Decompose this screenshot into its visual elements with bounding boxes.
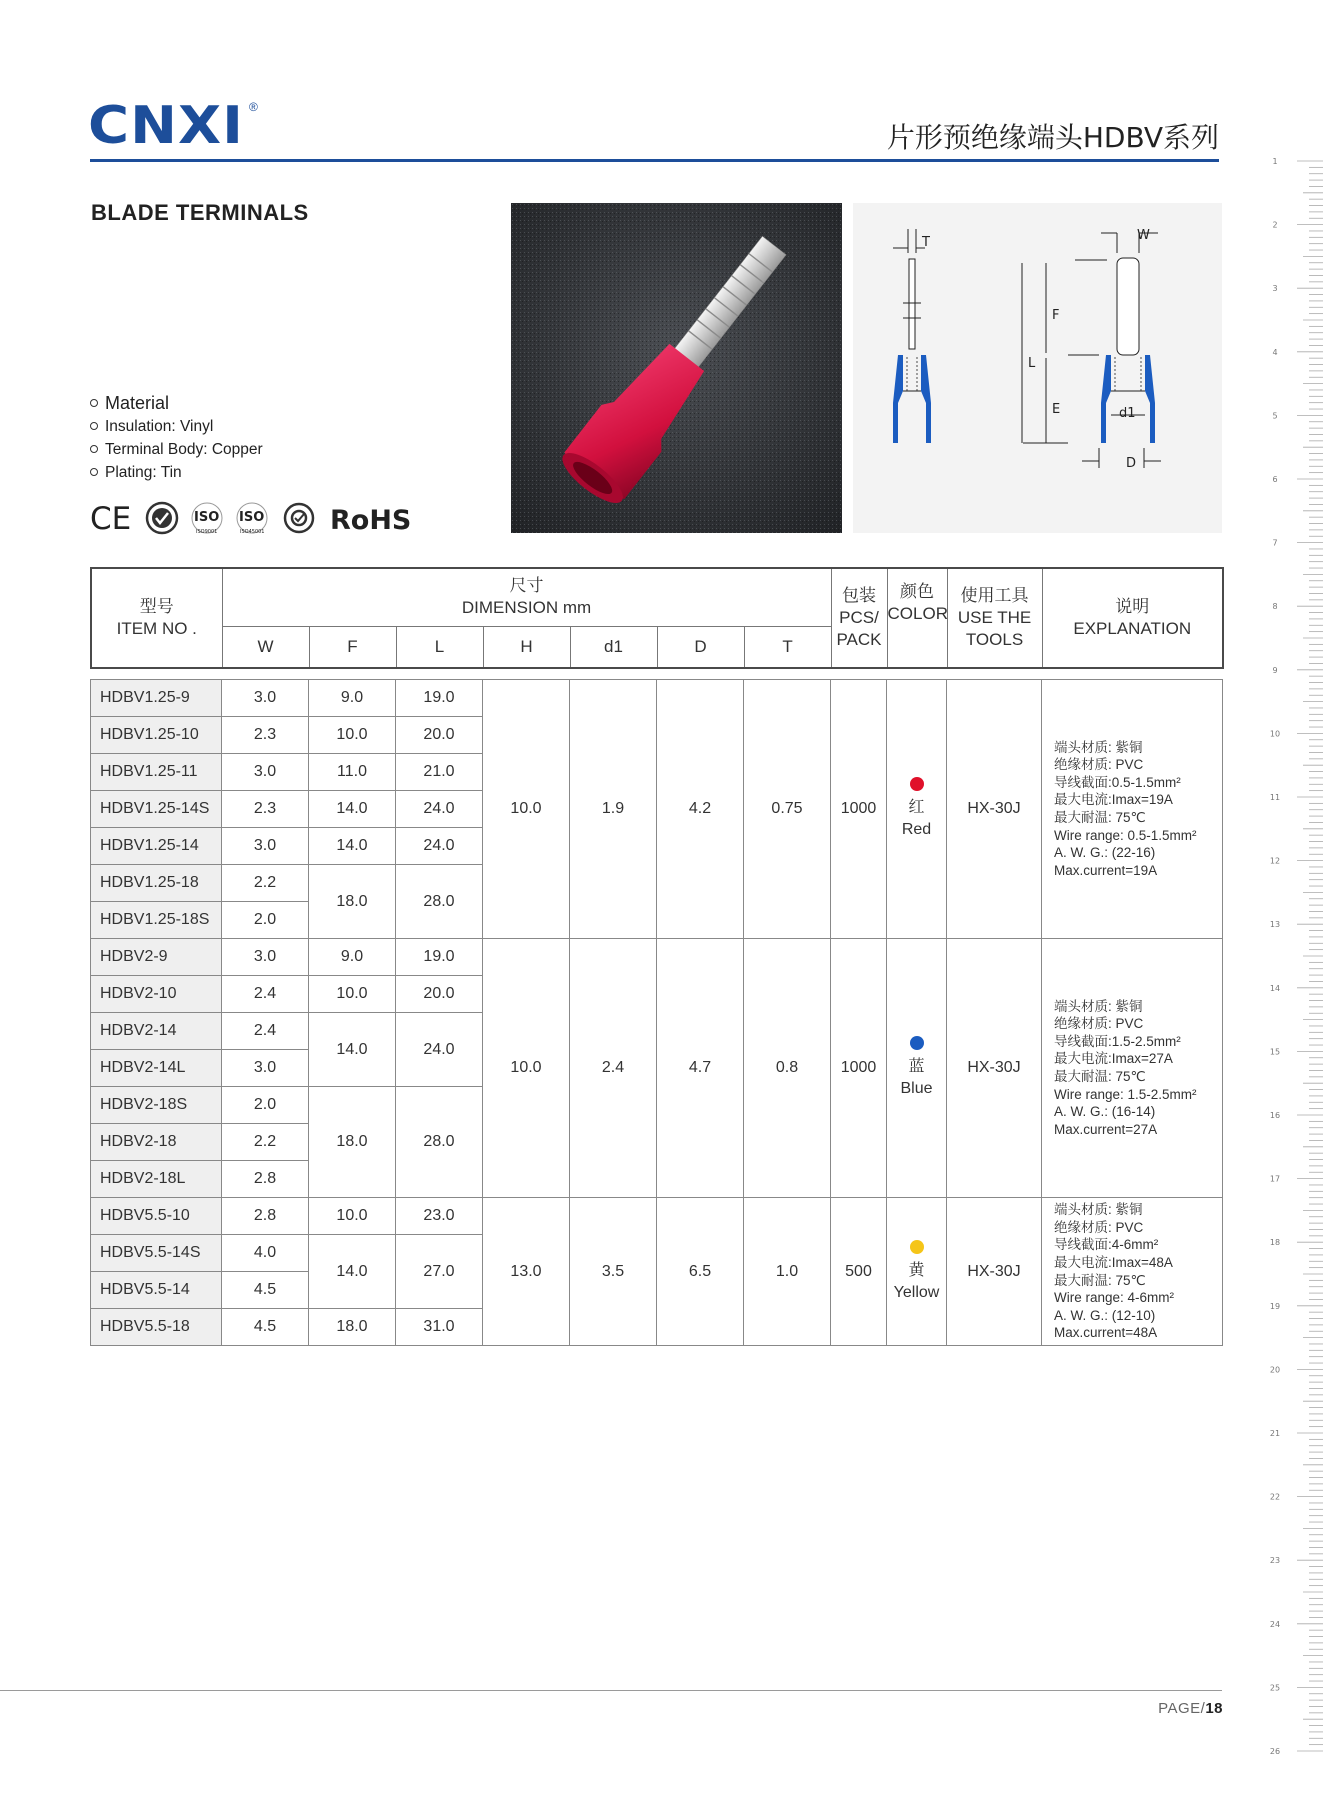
f-cell: 9.0 — [309, 680, 396, 717]
expl-line: 最大电流:Imax=48A — [1054, 1254, 1173, 1270]
header-pack-1: 包装 — [842, 585, 877, 605]
ruler-number: 9 — [1272, 665, 1278, 675]
l-cell: 20.0 — [396, 717, 483, 754]
bullet-icon — [90, 422, 98, 430]
color-dot-icon — [910, 1240, 924, 1254]
w-cell: 2.4 — [222, 1013, 309, 1050]
registered-mark: ® — [249, 100, 258, 114]
ruler-number: 5 — [1272, 411, 1278, 421]
w-cell: 2.8 — [222, 1198, 309, 1235]
table-row — [91, 680, 1223, 717]
expl-line: 端头材质: 紫铜 — [1054, 1202, 1143, 1218]
ruler-number: 2 — [1272, 220, 1278, 230]
w-cell: 2.4 — [222, 976, 309, 1013]
expl-line: 端头材质: 紫铜 — [1054, 739, 1143, 755]
color-cell — [887, 939, 947, 1198]
expl-line: 绝缘材质: PVC — [1054, 757, 1144, 773]
ruler-number: 1 — [1272, 157, 1278, 166]
header-item-no — [91, 568, 222, 668]
header-color-en: COLOR — [887, 604, 948, 624]
ruler-number: 16 — [1269, 1111, 1281, 1120]
t-cell: 0.75 — [744, 680, 831, 939]
page-number — [1158, 1700, 1223, 1717]
quality-check-icon — [147, 503, 177, 533]
page-label: PAGE/ — [1158, 1700, 1206, 1717]
label-w: W — [1137, 228, 1150, 243]
w-cell: 2.2 — [222, 1124, 309, 1161]
l-cell: 27.0 — [396, 1235, 483, 1309]
l-cell: 20.0 — [396, 976, 483, 1013]
item-cell: HDBV1.25-18S — [91, 902, 222, 939]
h-cell: 13.0 — [483, 1198, 570, 1346]
header-col-f: F — [309, 626, 396, 668]
w-cell: 3.0 — [222, 1050, 309, 1087]
color-cell — [887, 680, 947, 939]
l-cell: 24.0 — [396, 791, 483, 828]
expl-line: 导线截面:1.5-2.5mm² — [1054, 1033, 1181, 1049]
expl-line: 最大电流:Imax=27A — [1054, 1051, 1173, 1067]
header-dimension-cn: 尺寸 — [509, 576, 544, 596]
bullet-icon — [90, 399, 98, 407]
item-cell: HDBV2-18S — [91, 1087, 222, 1124]
ruler-number: 18 — [1269, 1238, 1281, 1248]
ruler-number: 14 — [1269, 983, 1281, 993]
color-cell — [887, 1198, 947, 1346]
l-cell: 21.0 — [396, 754, 483, 791]
item-cell: HDBV1.25-18 — [91, 865, 222, 902]
bullet-icon — [90, 445, 98, 453]
expl-line: A. W. G.: (22-16) — [1054, 845, 1156, 861]
w-cell: 2.3 — [222, 791, 309, 828]
f-cell: 10.0 — [309, 717, 396, 754]
w-cell: 2.0 — [222, 1087, 309, 1124]
f-cell: 18.0 — [309, 865, 396, 939]
item-cell: HDBV2-9 — [91, 939, 222, 976]
ruler-number: 24 — [1269, 1619, 1281, 1629]
section-title: BLADE TERMINALS — [91, 200, 309, 225]
ruler-number: 6 — [1272, 475, 1278, 484]
t-cell: 1.0 — [744, 1198, 831, 1346]
tool-cell: HX-30J — [947, 680, 1042, 939]
brand-logo: CNXI — [88, 96, 244, 156]
ruler-number: 15 — [1269, 1047, 1281, 1057]
header-color — [887, 568, 947, 668]
header-pack-3: PACK — [836, 630, 882, 650]
expl-line: Wire range: 1.5-2.5mm² — [1054, 1086, 1197, 1102]
label-t: T — [922, 235, 930, 250]
f-cell: 18.0 — [309, 1087, 396, 1198]
f-cell: 14.0 — [309, 1013, 396, 1087]
color-en: Red — [901, 821, 932, 838]
d-cell: 4.2 — [657, 680, 744, 939]
footer-divider — [0, 1690, 1222, 1691]
side-ruler — [1264, 150, 1323, 1756]
material-item — [90, 418, 213, 436]
l-cell: 23.0 — [396, 1198, 483, 1235]
table-row — [91, 939, 1223, 976]
expl-line: 导线截面:4-6mm² — [1054, 1237, 1159, 1253]
material-heading — [90, 393, 169, 414]
label-l: L — [1028, 356, 1036, 371]
item-cell: HDBV5.5-18 — [91, 1309, 222, 1346]
table-row — [91, 1198, 1223, 1235]
header-tools — [947, 568, 1042, 668]
pack-cell: 500 — [831, 1198, 887, 1346]
f-cell: 14.0 — [309, 1235, 396, 1309]
product-photo — [511, 203, 842, 533]
color-cn: 蓝 — [908, 1058, 925, 1076]
pack-cell: 1000 — [831, 939, 887, 1198]
expl-line: 最大耐温: 75℃ — [1054, 810, 1146, 825]
w-cell: 4.0 — [222, 1235, 309, 1272]
bullet-icon — [90, 468, 98, 476]
explanation-cell — [1042, 1198, 1223, 1346]
material-heading-text: Material — [105, 393, 170, 413]
f-cell: 9.0 — [309, 939, 396, 976]
rohs-mark: RoHS — [330, 505, 412, 536]
ruler-number: 20 — [1269, 1365, 1281, 1375]
header-col-d1: d1 — [570, 626, 657, 668]
page-title: 片形预绝缘端头HDBV系列 — [886, 121, 1219, 154]
expl-line: 导线截面:0.5-1.5mm² — [1054, 774, 1181, 790]
color-dot-icon — [910, 1036, 924, 1050]
header-col-d: D — [657, 626, 744, 668]
label-d1: d1 — [1119, 406, 1136, 421]
expl-line: A. W. G.: (16-14) — [1054, 1104, 1156, 1120]
tool-cell: HX-30J — [947, 939, 1042, 1198]
material-insulation: Insulation: Vinyl — [105, 418, 214, 435]
l-cell: 28.0 — [396, 865, 483, 939]
page-number-value: 18 — [1205, 1700, 1223, 1717]
color-en: Yellow — [893, 1283, 940, 1301]
expl-line: Max.current=48A — [1054, 1325, 1158, 1341]
f-cell: 14.0 — [309, 828, 396, 865]
header-color-cn: 颜色 — [900, 582, 935, 601]
w-cell: 4.5 — [222, 1309, 309, 1346]
header-col-l: L — [396, 626, 483, 668]
expl-line: 绝缘材质: PVC — [1054, 1219, 1144, 1235]
expl-line: 最大耐温: 75℃ — [1054, 1272, 1146, 1288]
color-cn: 红 — [908, 799, 925, 817]
ruler-number: 8 — [1272, 602, 1278, 612]
tool-cell: HX-30J — [947, 1198, 1042, 1346]
header-tools-cn: 使用工具 — [960, 585, 1029, 605]
spec-table — [90, 679, 1223, 1346]
expl-line: A. W. G.: (12-10) — [1054, 1307, 1156, 1323]
table-header — [90, 567, 1224, 669]
item-cell: HDBV5.5-14 — [91, 1272, 222, 1309]
ruler-number: 12 — [1269, 856, 1281, 866]
explanation-cell — [1042, 939, 1223, 1198]
pack-cell: 1000 — [831, 680, 887, 939]
w-cell: 3.0 — [222, 939, 309, 976]
label-d: D — [1126, 456, 1137, 471]
material-item — [90, 441, 263, 459]
expl-line: 端头材质: 紫铜 — [1054, 998, 1143, 1014]
expl-line: Wire range: 0.5-1.5mm² — [1054, 827, 1197, 843]
ruler-svg — [1264, 150, 1323, 1756]
l-cell: 24.0 — [396, 1013, 483, 1087]
header-tools-en-1: USE THE — [957, 607, 1032, 627]
expl-line: 最大电流:Imax=19A — [1054, 792, 1173, 808]
iso-sub-text: ISO9001 — [196, 529, 218, 535]
header-pack — [831, 568, 887, 668]
item-cell: HDBV1.25-11 — [91, 754, 222, 791]
ruler-number: 3 — [1272, 284, 1278, 294]
f-cell: 10.0 — [309, 976, 396, 1013]
color-dot-icon — [910, 777, 924, 791]
ruler-number: 23 — [1269, 1556, 1281, 1566]
expl-line: Max.current=27A — [1054, 1121, 1158, 1137]
d1-cell: 3.5 — [570, 1198, 657, 1346]
expl-line: 绝缘材质: PVC — [1054, 1016, 1144, 1032]
ruler-number: 11 — [1269, 793, 1281, 802]
l-cell: 19.0 — [396, 939, 483, 976]
header-dimension-en: DIMENSION mm — [461, 598, 592, 618]
iso45001-icon — [237, 503, 267, 535]
item-cell: HDBV2-10 — [91, 976, 222, 1013]
f-cell: 14.0 — [309, 791, 396, 828]
d-cell: 4.7 — [657, 939, 744, 1198]
d1-cell: 1.9 — [570, 680, 657, 939]
ruler-number: 26 — [1269, 1747, 1281, 1756]
item-cell: HDBV5.5-14S — [91, 1235, 222, 1272]
item-cell: HDBV1.25-14S — [91, 791, 222, 828]
item-cell: HDBV2-14L — [91, 1050, 222, 1087]
expl-line: 最大耐温: 75℃ — [1054, 1069, 1146, 1084]
header-item-cn: 型号 — [139, 596, 174, 616]
item-cell: HDBV2-18L — [91, 1161, 222, 1198]
ruler-number: 17 — [1269, 1174, 1281, 1184]
l-cell: 31.0 — [396, 1309, 483, 1346]
header-col-t: T — [744, 626, 831, 668]
expl-line: Max.current=19A — [1054, 862, 1158, 878]
color-en: Blue — [900, 1080, 933, 1097]
ruler-number: 25 — [1269, 1683, 1281, 1693]
label-f: F — [1052, 308, 1060, 323]
w-cell: 2.0 — [222, 902, 309, 939]
iso-text: ISO — [194, 510, 220, 525]
w-cell: 2.8 — [222, 1161, 309, 1198]
material-plating: Plating: Tin — [105, 464, 182, 481]
item-cell: HDBV1.25-10 — [91, 717, 222, 754]
header-explanation — [1042, 568, 1223, 668]
l-cell: 28.0 — [396, 1087, 483, 1198]
item-cell: HDBV2-18 — [91, 1124, 222, 1161]
item-cell: HDBV2-14 — [91, 1013, 222, 1050]
l-cell: 24.0 — [396, 828, 483, 865]
label-e: E — [1052, 402, 1061, 417]
header-col-h: H — [483, 626, 570, 668]
w-cell: 2.3 — [222, 717, 309, 754]
dimension-diagram — [853, 203, 1222, 533]
item-cell: HDBV5.5-10 — [91, 1198, 222, 1235]
header-expl-en: EXPLANATION — [1073, 619, 1192, 638]
f-cell: 11.0 — [309, 754, 396, 791]
header-pack-2: PCS/ — [839, 607, 879, 627]
header-dimension — [222, 568, 831, 626]
material-item — [90, 464, 182, 482]
w-cell: 4.5 — [222, 1272, 309, 1309]
certification-logos — [90, 500, 420, 536]
header-divider — [90, 159, 1219, 162]
explanation-cell — [1042, 680, 1223, 939]
h-cell: 10.0 — [483, 939, 570, 1198]
ruler-number: 19 — [1269, 1301, 1281, 1311]
d1-cell: 2.4 — [570, 939, 657, 1198]
t-cell: 0.8 — [744, 939, 831, 1198]
f-cell: 10.0 — [309, 1198, 396, 1235]
ce-mark-icon: CE — [90, 501, 132, 537]
ruler-number: 13 — [1269, 920, 1281, 930]
f-cell: 18.0 — [309, 1309, 396, 1346]
iso-sub-text: ISO45001 — [240, 529, 265, 535]
h-cell: 10.0 — [483, 680, 570, 939]
item-cell: HDBV1.25-14 — [91, 828, 222, 865]
ruler-number: 10 — [1269, 729, 1281, 739]
header-item-en: ITEM NO . — [116, 619, 197, 638]
iso9001-icon — [192, 503, 222, 535]
w-cell: 3.0 — [222, 828, 309, 865]
ruler-number: 22 — [1269, 1492, 1281, 1502]
w-cell: 3.0 — [222, 680, 309, 717]
sgs-check-icon — [285, 504, 313, 532]
ruler-number: 4 — [1272, 347, 1278, 357]
w-cell: 2.2 — [222, 865, 309, 902]
w-cell: 3.0 — [222, 754, 309, 791]
ruler-number: 21 — [1269, 1429, 1281, 1438]
color-cn: 黄 — [908, 1261, 925, 1279]
expl-line: Wire range: 4-6mm² — [1054, 1290, 1175, 1306]
header-expl-cn: 说明 — [1115, 596, 1150, 616]
material-body: Terminal Body: Copper — [105, 441, 263, 458]
header-tools-en-2: TOOLS — [965, 630, 1024, 650]
header-col-w: W — [222, 626, 309, 668]
ruler-number: 7 — [1272, 538, 1278, 548]
item-cell: HDBV1.25-9 — [91, 680, 222, 717]
d-cell: 6.5 — [657, 1198, 744, 1346]
iso-text: ISO — [239, 510, 265, 525]
l-cell: 19.0 — [396, 680, 483, 717]
